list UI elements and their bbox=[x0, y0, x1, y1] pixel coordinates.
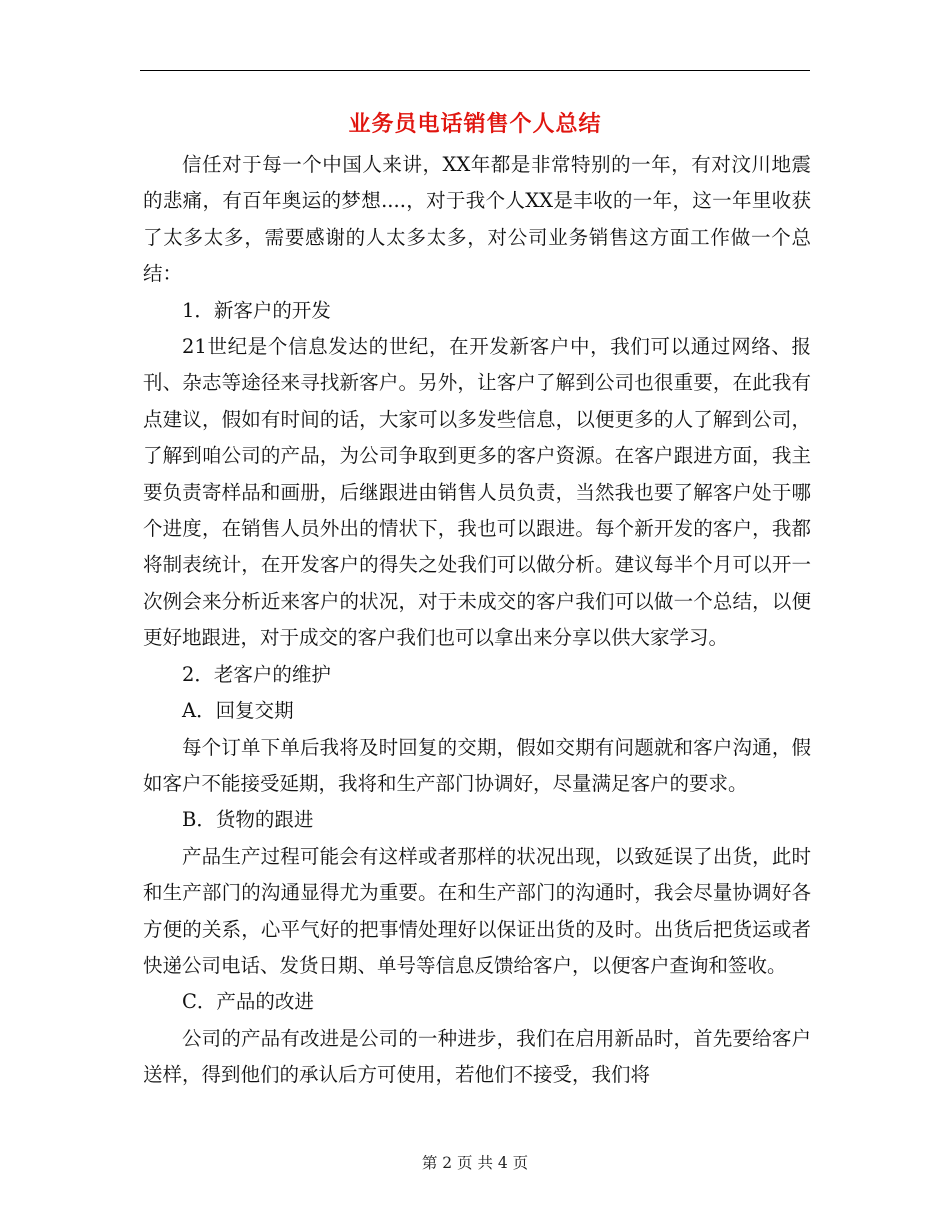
page-number-footer: 第 2 页 共 4 页 bbox=[421, 1154, 529, 1172]
document-body bbox=[143, 147, 811, 1094]
subheading-goods-followup: B．货物的跟进 bbox=[182, 808, 314, 832]
body-paragraph-goods-followup: 产品生产过程可能会有这样或者那样的状况出现，以致延误了出货，此时和生产部门的沟通显得尤为重要。在和生产部门的沟通时，我会尽量协调好各方便的关系，心平气好的把事情处理好以保证出货的及时。出货后把货运或者快递公司电话、发货日期、单号等信息反馈给客户，以便客户查询和签收。 bbox=[143, 844, 811, 977]
subheading-delivery-reply: A．回复交期 bbox=[182, 699, 294, 723]
body-paragraph-product-improvement: 公司的产品有改进是公司的一种进步，我们在启用新品时，首先要给客户送样，得到他们的承认后方可使用，若他们不接受，我们将 bbox=[143, 1026, 811, 1087]
body-paragraph-delivery-reply: 每个订单下单后我将及时回复的交期，假如交期有问题就和客户沟通，假如客户不能接受延期，我将和生产部门协调好，尽量满足客户的要求。 bbox=[143, 735, 811, 795]
subheading-product-improvement: C．产品的改进 bbox=[182, 990, 314, 1014]
document-title: 业务员电话销售个人总结 bbox=[348, 112, 602, 137]
intro-paragraph: 信任对于每一个中国人来讲，XX年都是非常特别的一年，有对汶川地震的悲痛，有百年奥运的梦想....，对于我个人XX是丰收的一年，这一年里收获了太多太多，需要感谢的人太多太多，对公司业务销售这方面工作做一个总结： bbox=[143, 153, 811, 286]
header-rule bbox=[140, 70, 810, 71]
section-heading-old-customers: 2．老客户的维护 bbox=[182, 662, 331, 686]
section-heading-new-customers: 1．新客户的开发 bbox=[182, 298, 331, 322]
body-paragraph-new-customers: 21世纪是个信息发达的世纪，在开发新客户中，我们可以通过网络、报刊、杂志等途径来寻找新客户。另外，让客户了解到公司也很重要，在此我有点建议，假如有时间的话，大家可以多发些信息，以便更多的人了解到公司，了解到咱公司的产品，为公司争取到更多的客户资源。在客户跟进方面，我主要负责寄样品和画册，后继跟进由销售人员负责，当然我也要了解客户处于哪个进度，在销售人员外出的情状下，我也可以跟进。每个新开发的客户，我都将制表统计，在开发客户的得失之处我们可以做分析。建议每半个月可以开一次例会来分析近来客户的状况，对于未成交的客户我们可以做一个总结，以便更好地跟进，对于成交的客户我们也可以拿出来分享以供大家学习。 bbox=[143, 335, 811, 650]
